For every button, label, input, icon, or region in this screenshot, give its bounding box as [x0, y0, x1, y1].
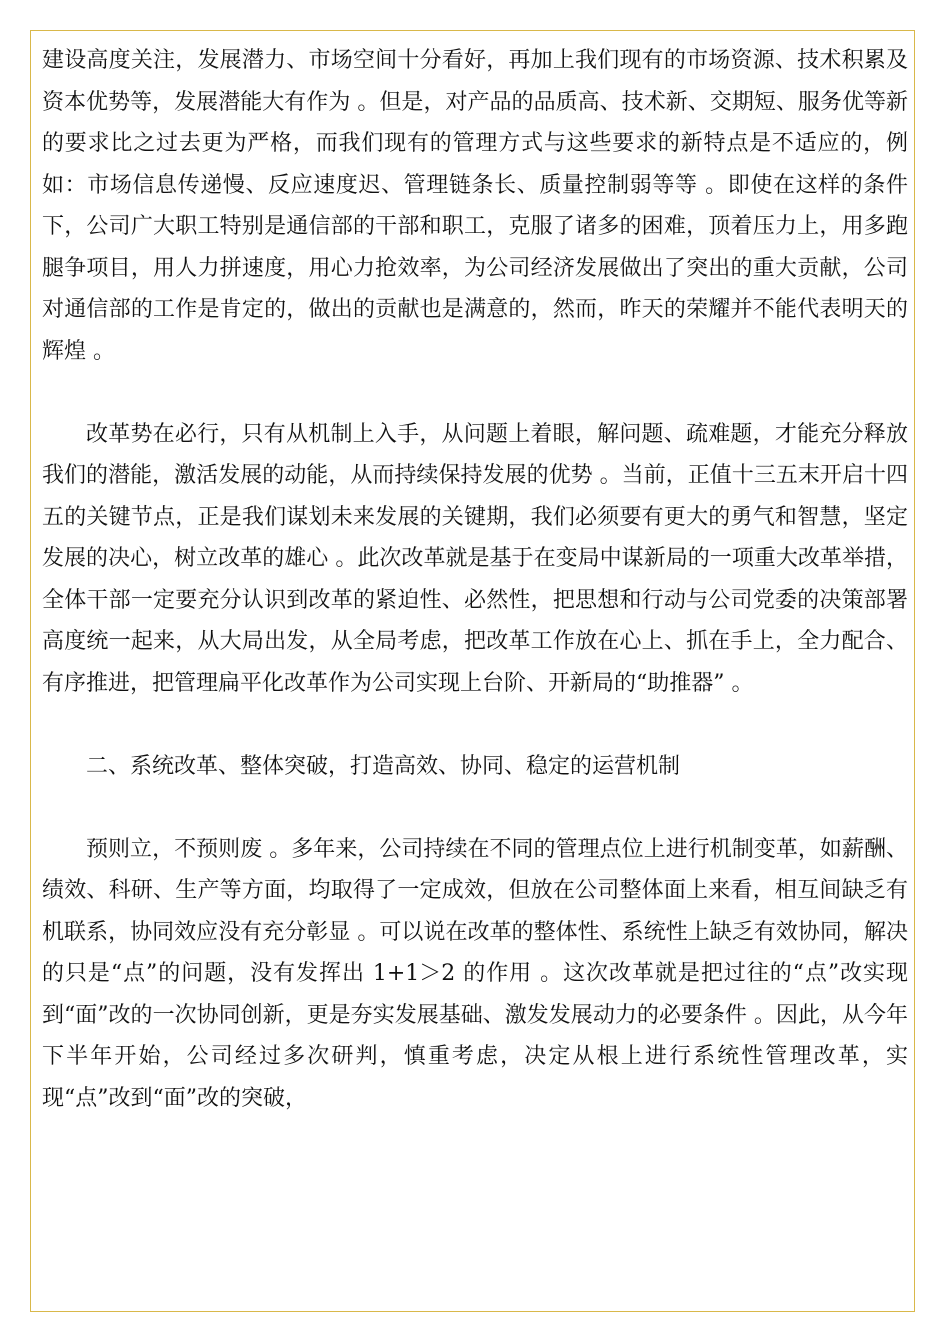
section-heading: 二、系统改革、整体突破，打造高效、协同、稳定的运营机制	[86, 753, 681, 779]
paragraph-continuation: 建设高度关注，发展潜力、市场空间十分看好，再加上我们现有的市场资源、技术积累及资本优势等，发展潜能大有作为 。但是，对产品的品质高、技术新、交期短、服务优等新的要求比之过去更为严格，而我们现有的管理方式与这些要求的新特点是不适应的，例如：市场信息传递慢、反应速度迟、管理链条长、质量控制弱等等 。即使在这样的条件下，公司广大职工特别是通信部的干部和职工，克服了诸多的困难，顶着压力上，用多跑腿争项目，用人力拼速度，用心力抢效率，为公司经济发展做出了突出的重大贡献，公司对通信部的工作是肯定的，做出的贡献也是满意的，然而，昨天的荣耀并不能代表明天的辉煌 。	[42, 48, 908, 364]
paragraph-reform-necessity: 改革势在必行，只有从机制上入手，从问题上着眼，解问题、疏难题，才能充分释放我们的潜能，激活发展的动能，从而持续保持发展的优势 。当前，正值十三五末开启十四五的关键节点，正是我们谋划未来发展的关键期，我们必须要有更大的勇气和智慧，坚定发展的决心，树立改革的雄心 。此次改革就是基于在变局中谋新局的一项重大改革举措，全体干部一定要充分认识到改革的紧迫性、必然性，把思想和行动与公司党委的决策部署高度统一起来，从大局出发，从全局考虑，把改革工作放在心上、抓在手上，全力配合、有序推进，把管理扁平化改革作为公司实现上台阶、开新局的“助推器” 。	[42, 421, 908, 696]
paragraph-systematic-reform: 预则立，不预则废 。多年来，公司持续在不同的管理点位上进行机制变革，如薪酬、绩效、科研、生产等方面，均取得了一定成效，但放在公司整体面上来看，相互间缺乏有机联系，协同效应没有充分彰显 。可以说在改革的整体性、系统性上缺乏有效协同，解决的只是“点”的问题，没有发挥出 1+1＞2 的作用 。这次改革就是把过往的“点”改实现到“面”改的一次协同创新，更是夯实发展基础、激发发展动力的必要条件 。因此，从今年下半年开始，公司经过多次研判，慎重考虑，决定从根上进行系统性管理改革，实现“点”改到“面”改的突破，	[42, 836, 908, 1111]
document-body	[42, 40, 908, 1119]
